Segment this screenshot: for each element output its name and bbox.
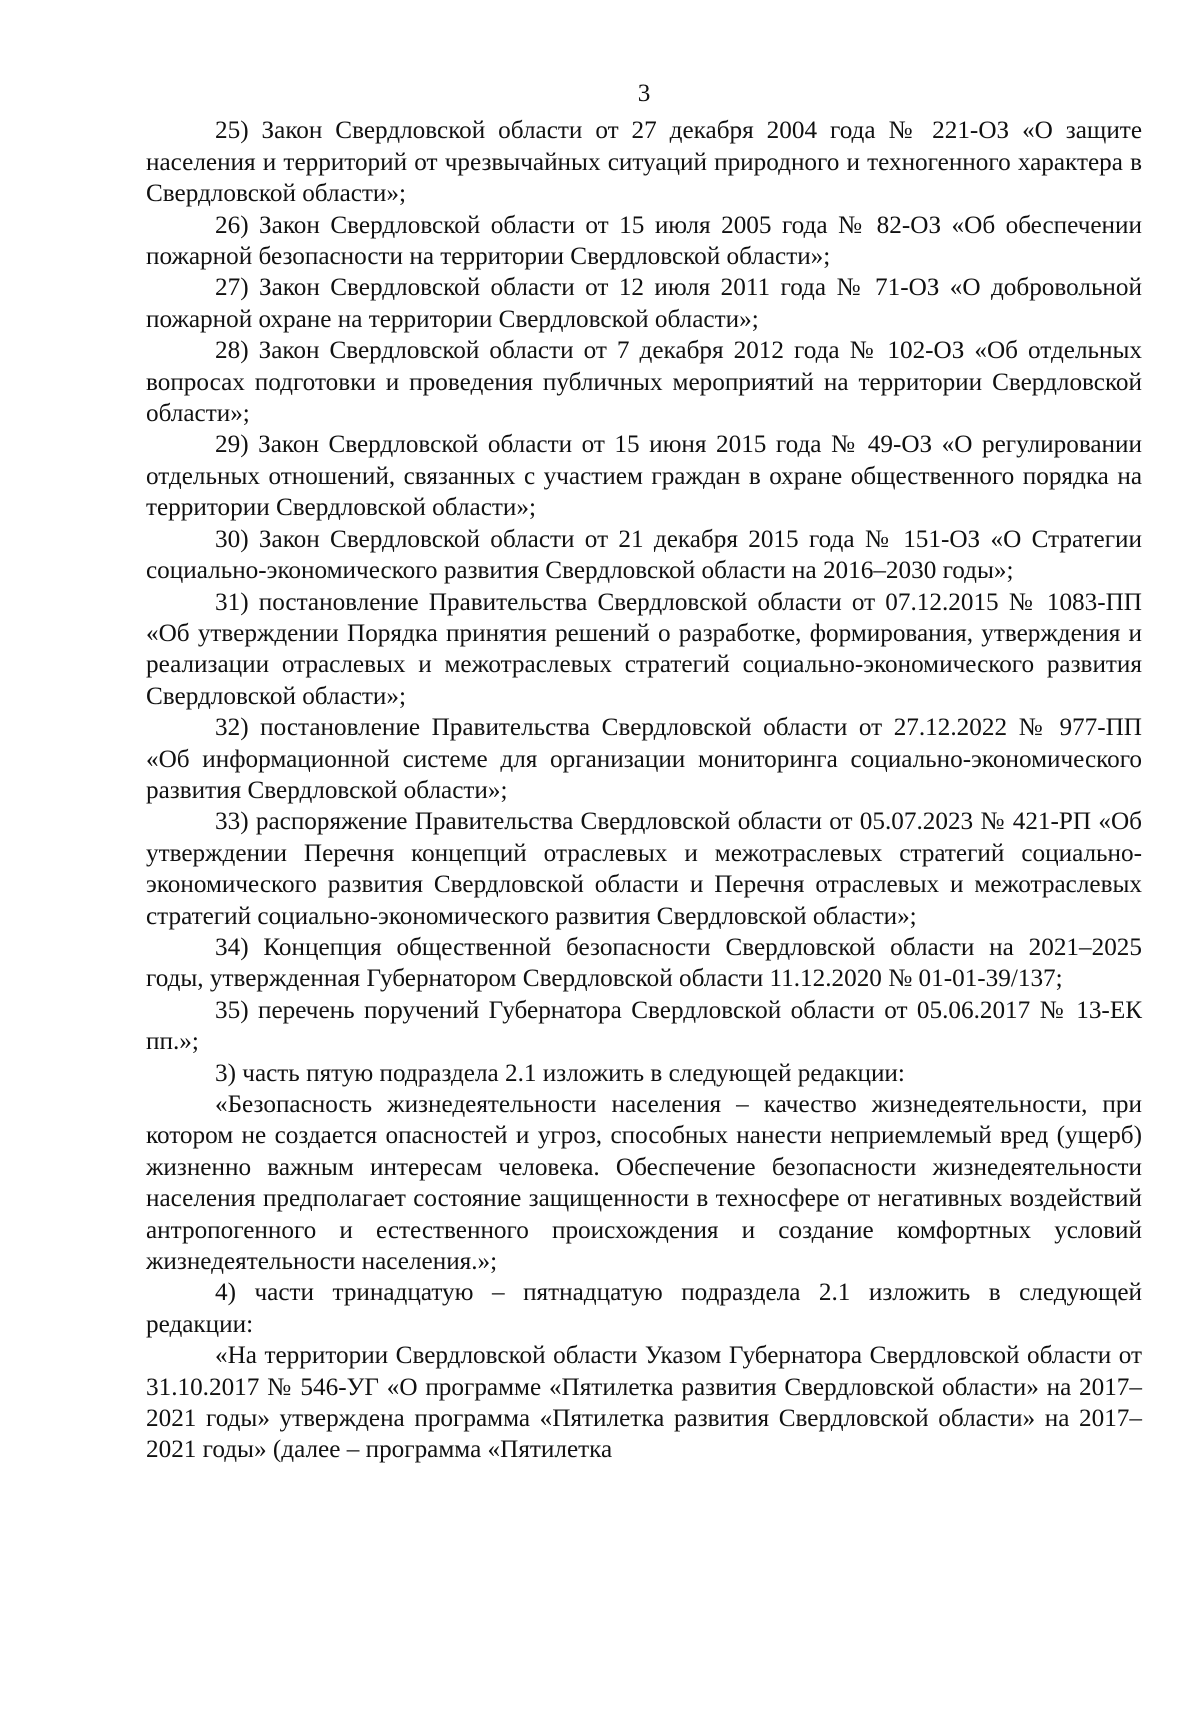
- paragraph: 25) Закон Свердловской области от 27 декабря 2004 года № 221-ОЗ «О защите населения и территорий от чрезвычайных ситуаций природного и техногенного характера в Свердловской области»;: [146, 117, 1142, 208]
- paragraph: «На территории Свердловской области Указом Губернатора Свердловской области от 31.10.2017 № 546-УГ «О программе «Пятилетка развития Свердловской области» на 2017–2021 годы» утверждена программа «Пятилетка развития Свердловской области» на 2017–2021 годы» (далее – программа «Пятилетка: [146, 1342, 1142, 1464]
- page-number: 3: [637, 80, 651, 107]
- paragraph: 34) Концепция общественной безопасности Свердловской области на 2021–2025 годы, утвержденная Губернатором Свердловской области 11.12.2020 № 01-01-39/137;: [146, 933, 1142, 993]
- paragraph: 4) части тринадцатую – пятнадцатую подраздела 2.1 изложить в следующей редакции:: [146, 1279, 1142, 1338]
- document-page: [146, 78, 1142, 1466]
- paragraph: «Безопасность жизнедеятельности населения – качество жизнедеятельности, при котором не создается опасностей и угроз, способных нанести неприемлемый вред (ущерб) жизненно важным интересам человека. Обеспечение безопасности жизнедеятельности населения предполагает состояние защищенности в техносфере от негативных воздействий антропогенного и естественного происхождения и создание комфортных условий жизнедеятельности населения.»;: [146, 1091, 1142, 1276]
- paragraph: 3) часть пятую подраздела 2.1 изложить в следующей редакции:: [215, 1059, 905, 1087]
- paragraph: 26) Закон Свердловской области от 15 июля 2005 года № 82-ОЗ «Об обеспечении пожарной безопасности на территории Свердловской области»;: [146, 211, 1142, 271]
- paragraph: 28) Закон Свердловской области от 7 декабря 2012 года № 102-ОЗ «Об отдельных вопросах подготовки и проведения публичных мероприятий на территории Свердловской области»;: [146, 337, 1142, 428]
- paragraph: 32) постановление Правительства Свердловской области от 27.12.2022 № 977-ПП «Об информационной системе для организации мониторинга социально-экономического развития Свердловской области»;: [146, 714, 1142, 804]
- paragraph: 31) постановление Правительства Свердловской области от 07.12.2015 № 1083-ПП «Об утверждении Порядка принятия решений о разработке, формирования, утверждения и реализации отраслевых и межотраслевых стратегий социально-экономического развития Свердловской области»;: [146, 588, 1142, 710]
- paragraph: 35) перечень поручений Губернатора Свердловской области от 05.06.2017 № 13-ЕК пп.»;: [146, 996, 1142, 1056]
- paragraph: 27) Закон Свердловской области от 12 июля 2011 года № 71-ОЗ «О добровольной пожарной охране на территории Свердловской области»;: [146, 274, 1142, 333]
- paragraph: 29) Закон Свердловской области от 15 июня 2015 года № 49-ОЗ «О регулировании отдельных отношений, связанных с участием граждан в охране общественного порядка на территории Свердловской области»;: [146, 431, 1142, 522]
- paragraph: 30) Закон Свердловской области от 21 декабря 2015 года № 151-ОЗ «О Стратегии социально-экономического развития Свердловской области на 2016–2030 годы»;: [146, 525, 1142, 585]
- paragraph: 33) распоряжение Правительства Свердловской области от 05.07.2023 № 421-РП «Об утверждении Перечня концепций отраслевых и межотраслевых стратегий социально-экономического развития Свердловской области и Перечня отраслевых и межотраслевых стратегий социально-экономического развития Свердловской области»;: [146, 808, 1142, 930]
